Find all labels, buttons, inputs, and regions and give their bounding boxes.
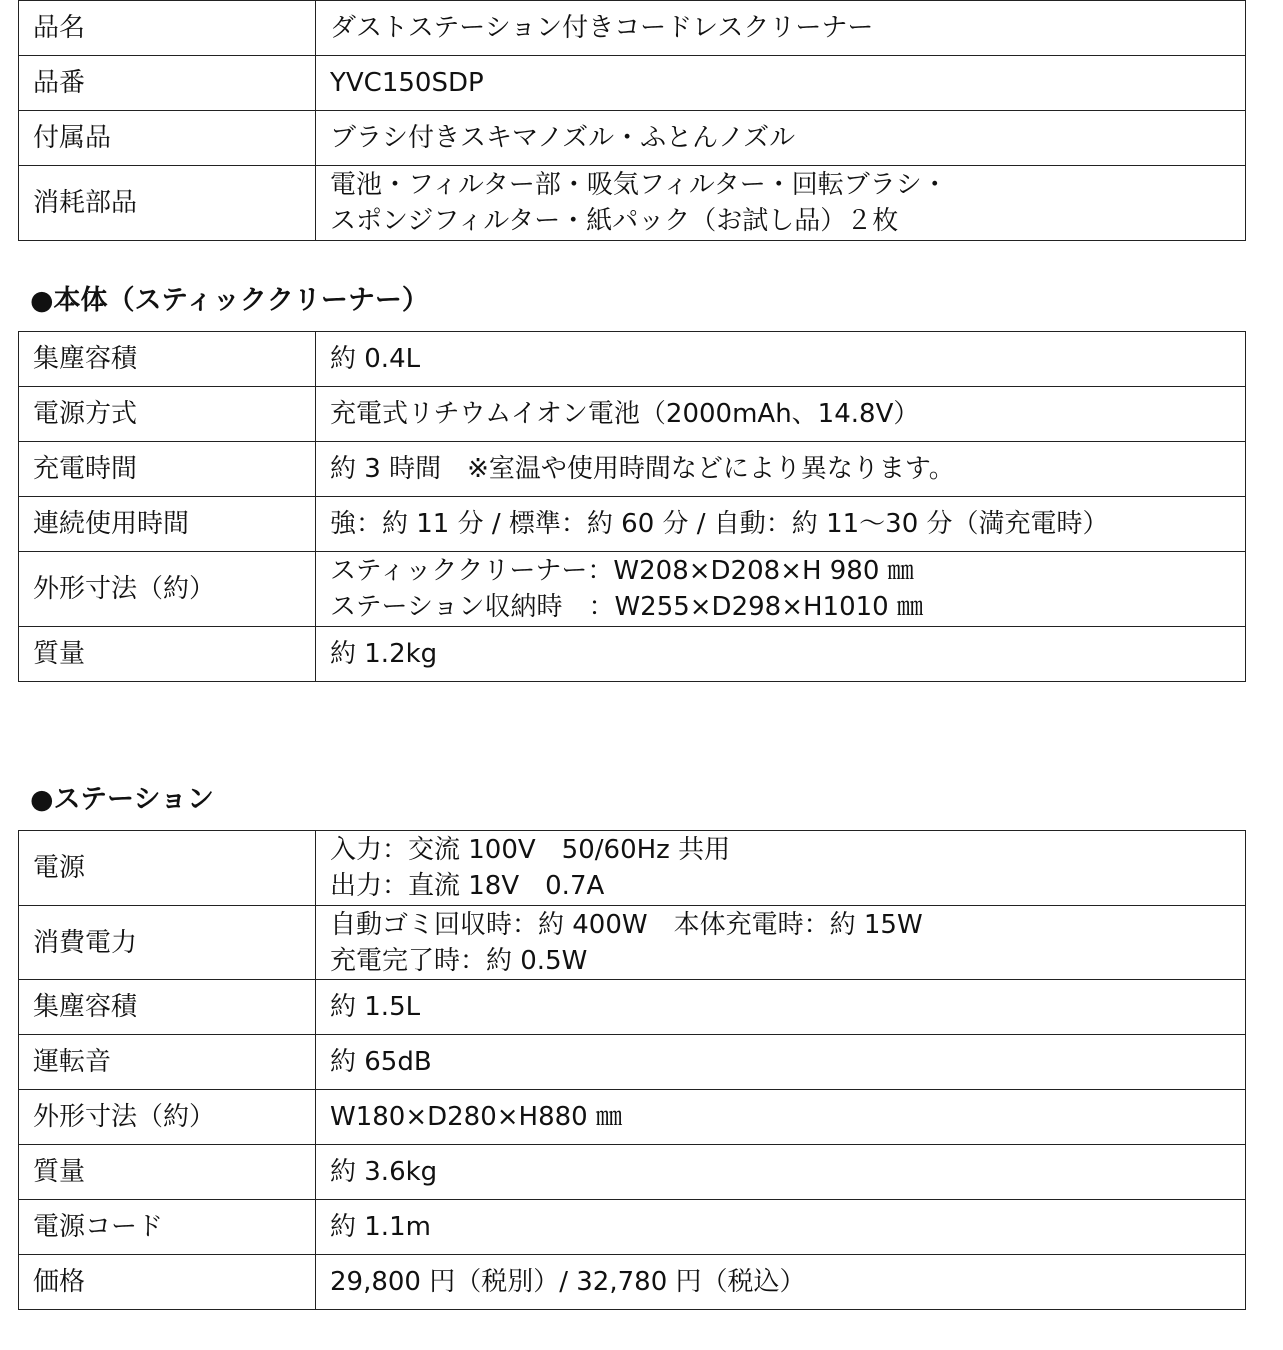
general-spec-table <box>18 0 1246 241</box>
row-label: 外形寸法（約） <box>19 1090 316 1145</box>
row-label: 質量 <box>19 1145 316 1200</box>
row-label: 集塵容積 <box>19 332 316 387</box>
row-value: YVC150SDP <box>316 56 1246 111</box>
table-row <box>19 831 1246 906</box>
stick-section-heading: ●本体（スティッククリーナー） <box>30 285 429 316</box>
row-label: 品番 <box>19 56 316 111</box>
row-label: 電源コード <box>19 1200 316 1255</box>
row-value: 約 3.6kg <box>316 1145 1246 1200</box>
table-row <box>19 1035 1246 1090</box>
row-value: 電池・フィルター部・吸気フィルター・回転ブラシ・ スポンジフィルター・紙パック（お試し品）２枚 <box>316 166 1246 241</box>
row-value: ブラシ付きスキマノズル・ふとんノズル <box>316 111 1246 166</box>
row-label: 運転音 <box>19 1035 316 1090</box>
table-row <box>19 906 1246 980</box>
stick-spec-table <box>18 331 1246 682</box>
row-label: 集塵容積 <box>19 980 316 1035</box>
table-row <box>19 1255 1246 1310</box>
station-section-heading: ●ステーション <box>30 784 214 815</box>
table-row <box>19 1145 1246 1200</box>
row-label: 消耗部品 <box>19 166 316 241</box>
table-row <box>19 1 1246 56</box>
row-value: 強：約 11 分 / 標準：約 60 分 / 自動：約 11～30 分（満充電時） <box>316 497 1246 552</box>
station-spec-table <box>18 830 1246 1310</box>
row-label: 連続使用時間 <box>19 497 316 552</box>
table-row <box>19 1090 1246 1145</box>
row-label: 電源 <box>19 831 316 906</box>
row-value: 29,800 円（税別）/ 32,780 円（税込） <box>316 1255 1246 1310</box>
table-row <box>19 1200 1246 1255</box>
table-row <box>19 166 1246 241</box>
row-value: 約 3 時間 ※室温や使用時間などにより異なります。 <box>316 442 1246 497</box>
row-label: 電源方式 <box>19 387 316 442</box>
row-value: 約 65dB <box>316 1035 1246 1090</box>
row-value: ダストステーション付きコードレスクリーナー <box>316 1 1246 56</box>
table-row <box>19 497 1246 552</box>
table-row <box>19 387 1246 442</box>
table-row <box>19 627 1246 682</box>
row-value: スティッククリーナー：W208×D208×H 980 ㎜ ステーション収納時 ：W255×D298×H1010 ㎜ <box>316 552 1246 627</box>
row-label: 付属品 <box>19 111 316 166</box>
row-value: W180×D280×H880 ㎜ <box>316 1090 1246 1145</box>
row-value: 充電式リチウムイオン電池（2000mAh、14.8V） <box>316 387 1246 442</box>
table-row <box>19 980 1246 1035</box>
table-row <box>19 111 1246 166</box>
row-label: 価格 <box>19 1255 316 1310</box>
row-value: 約 1.2kg <box>316 627 1246 682</box>
table-row <box>19 552 1246 627</box>
table-row <box>19 56 1246 111</box>
row-label: 外形寸法（約） <box>19 552 316 627</box>
row-label: 消費電力 <box>19 906 316 980</box>
row-label: 品名 <box>19 1 316 56</box>
table-row <box>19 332 1246 387</box>
table-row <box>19 442 1246 497</box>
row-value: 入力：交流 100V 50/60Hz 共用 出力：直流 18V 0.7A <box>316 831 1246 906</box>
row-value: 約 1.1m <box>316 1200 1246 1255</box>
row-value: 約 1.5L <box>316 980 1246 1035</box>
row-label: 質量 <box>19 627 316 682</box>
row-value: 約 0.4L <box>316 332 1246 387</box>
row-label: 充電時間 <box>19 442 316 497</box>
row-value: 自動ゴミ回収時：約 400W 本体充電時：約 15W 充電完了時：約 0.5W <box>316 906 1246 980</box>
